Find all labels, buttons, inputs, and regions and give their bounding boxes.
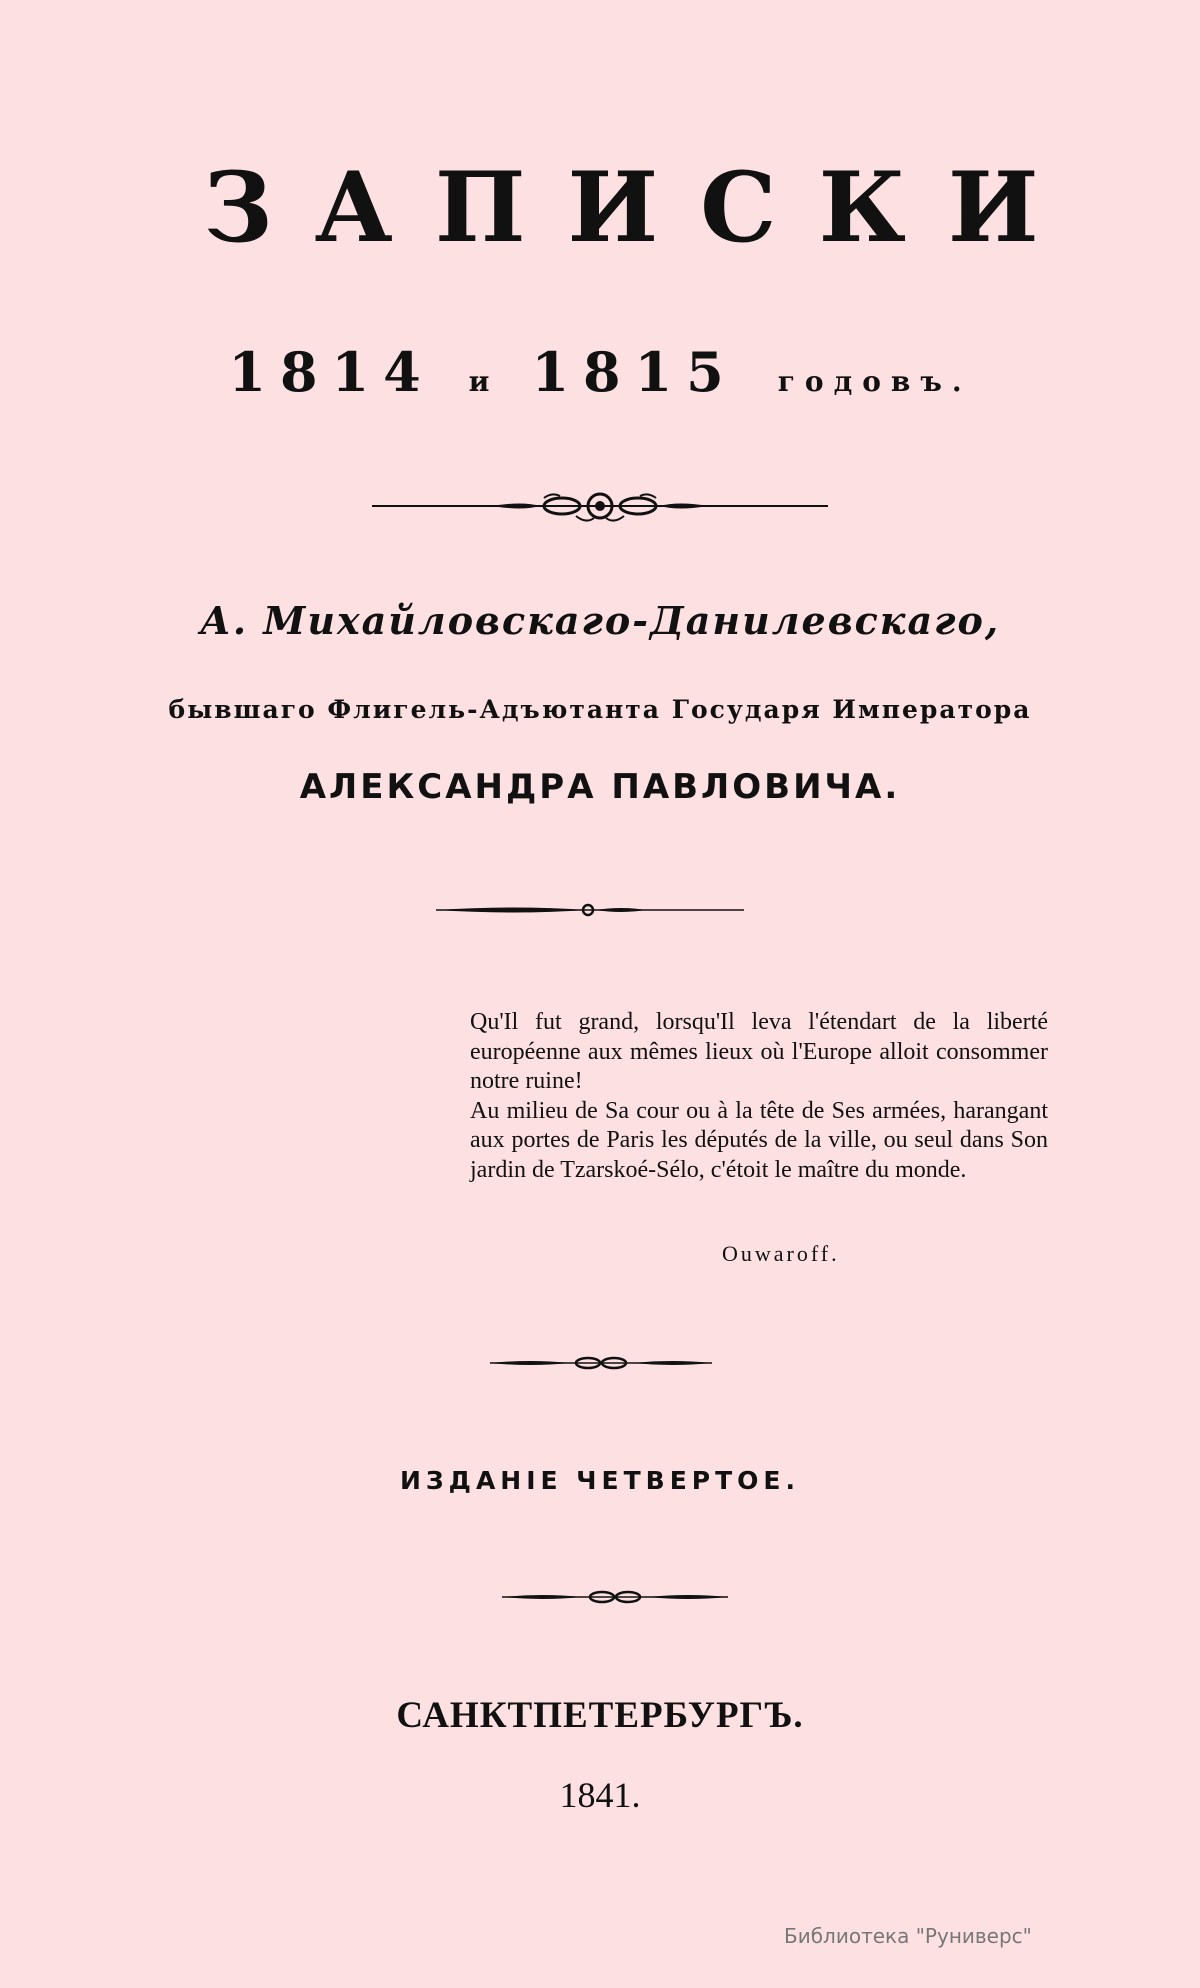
epigraph-paragraph: Au milieu de Sa cour ou à la tête de Ses armées, harangant aux portes de Paris les députés de la ville, ou seul dans Son jardin de Tzarskoé-Sélo, c'étoit le maître du monde. bbox=[470, 1097, 1048, 1183]
ornament-divider-bottom bbox=[502, 1588, 728, 1606]
emperor-name: АЛЕКСАНДРА ПАВЛОВИЧА. bbox=[299, 767, 901, 807]
publication-city: САНКТПЕТЕРБУРГЪ. bbox=[396, 1695, 804, 1736]
epigraph-author: Ouwaroff. bbox=[722, 1241, 840, 1266]
epigraph bbox=[470, 1008, 1048, 1185]
library-watermark: Библиотека "Руниверс" bbox=[784, 1924, 1032, 1948]
edition-label: ИЗДАНІЕ ЧЕТВЕРТОЕ. bbox=[400, 1466, 800, 1495]
ornament-divider-large bbox=[372, 492, 828, 528]
book-title: ЗАПИСКИ bbox=[203, 151, 1081, 264]
book-subtitle bbox=[0, 340, 1200, 404]
subtitle-word: годовъ. bbox=[777, 365, 972, 398]
subtitle-conjunction: и bbox=[468, 365, 498, 398]
subtitle-year-end: 1815 bbox=[531, 340, 738, 404]
subtitle-year-start: 1814 bbox=[228, 340, 435, 404]
epigraph-paragraph: Qu'Il fut grand, lorsqu'Il leva l'étendart de la liberté européenne aux mêmes lieux où l'Europe alloit consommer notre ruine! bbox=[470, 1009, 1048, 1094]
author-position: бывшаго Флигель-Адъютанта Государя Императора bbox=[168, 695, 1032, 724]
ornament-divider-medium bbox=[436, 900, 744, 920]
author-name: А. Михайловскаго-Данилевскаго, bbox=[199, 598, 1001, 643]
publication-year: 1841. bbox=[559, 1775, 641, 1815]
ornament-divider-small bbox=[490, 1354, 712, 1372]
